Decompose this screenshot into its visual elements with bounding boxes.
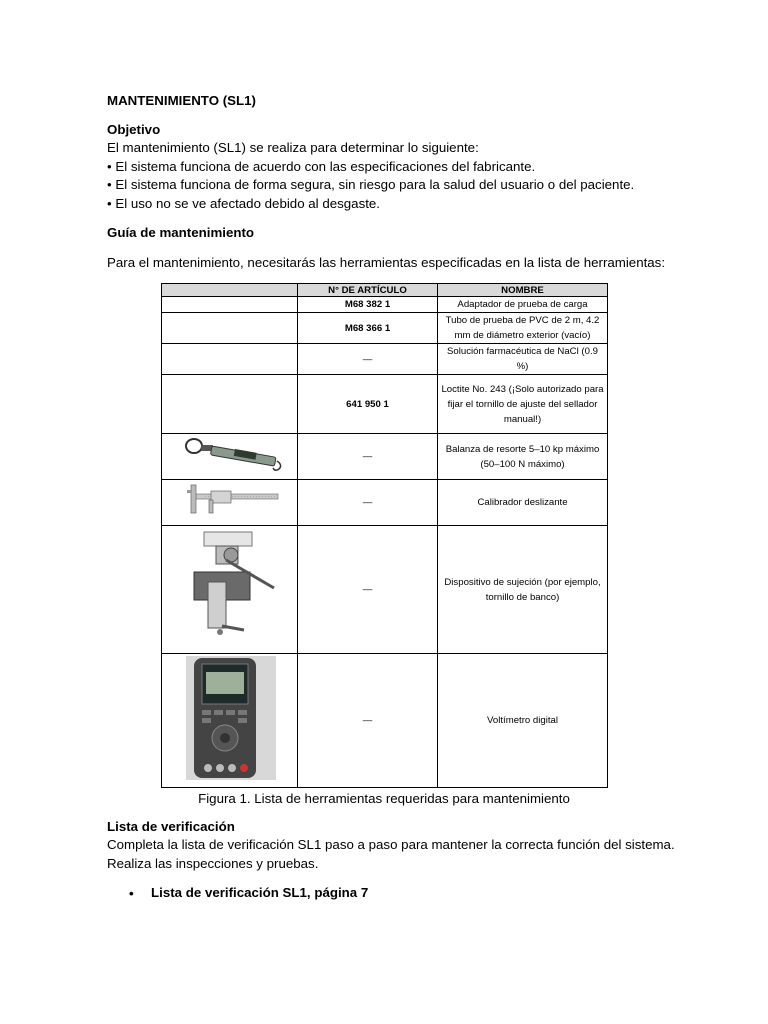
- bench-vise-image: [164, 526, 298, 648]
- objetivo-line: El mantenimiento (SL1) se realiza para determinar lo siguiente:: [107, 140, 479, 155]
- row-article: M68 366 1: [298, 313, 438, 344]
- header-image: [162, 284, 298, 297]
- objetivo-heading: Objetivo: [107, 122, 161, 137]
- row-article: —: [298, 434, 438, 480]
- row-name: Voltímetro digital: [438, 654, 608, 788]
- row-image-cell: [162, 434, 298, 480]
- section-title: MANTENIMIENTO (SL1): [107, 93, 256, 108]
- row-article: M68 382 1: [298, 297, 438, 313]
- row-image-cell: [162, 375, 298, 434]
- checklist-bullet-item: Lista de verificación SL1, página 7: [151, 885, 369, 900]
- table-header-row: [162, 284, 608, 297]
- bullet-icon: •: [129, 886, 134, 901]
- row-article: 641 950 1: [298, 375, 438, 434]
- row-article: —: [298, 526, 438, 654]
- objetivo-line: • El uso no se ve afectado debido al desgaste.: [107, 195, 380, 211]
- row-name: Solución farmacéutica de NaCl (0.9 %): [438, 344, 608, 375]
- row-image-cell: [162, 654, 298, 788]
- row-image-cell: [162, 480, 298, 526]
- objetivo-line: • El sistema funciona de acuerdo con las especificaciones del fabricante.: [107, 158, 536, 174]
- row-article: —: [298, 654, 438, 788]
- table-row: [162, 526, 608, 654]
- table-row: [162, 313, 608, 344]
- objetivo-line: • El sistema funciona de forma segura, sin riesgo para la salud del usuario o del paciente.: [107, 177, 635, 192]
- table-row: [162, 480, 608, 526]
- row-name: Dispositivo de sujeción (por ejemplo, tornillo de banco): [438, 526, 608, 654]
- row-name: Calibrador deslizante: [438, 480, 608, 526]
- checklist-line: Completa la lista de verificación SL1 paso a paso para mantener la correcta función del sistema.: [107, 837, 675, 852]
- table-row: [162, 654, 608, 788]
- row-name: Tubo de prueba de PVC de 2 m, 4.2 mm de diámetro exterior (vacío): [438, 313, 608, 344]
- header-article: N° DE ARTÍCULO: [298, 284, 438, 297]
- guia-intro: Para el mantenimiento, necesitarás las herramientas especificadas en la lista de herramientas:: [107, 255, 666, 270]
- checklist-heading: Lista de verificación: [107, 819, 235, 834]
- row-name: Balanza de resorte 5–10 kp máximo (50–100 N máximo): [438, 434, 608, 480]
- header-name: NOMBRE: [438, 284, 608, 297]
- row-article: —: [298, 344, 438, 375]
- guia-heading: Guía de mantenimiento: [107, 225, 255, 240]
- table-row: [162, 344, 608, 375]
- checklist-line: Realiza las inspecciones y pruebas.: [107, 855, 319, 871]
- spring-balance-image: [165, 434, 295, 474]
- table-row: [162, 375, 608, 434]
- figure-caption: Figura 1. Lista de herramientas requeridas para mantenimiento: [198, 791, 570, 806]
- table-row: [162, 434, 608, 480]
- row-name: Adaptador de prueba de carga: [438, 297, 608, 313]
- checklist-text: [107, 836, 675, 873]
- row-article: —: [298, 480, 438, 526]
- row-image-cell: [162, 297, 298, 313]
- table-row: [162, 297, 608, 313]
- row-image-cell: [162, 313, 298, 344]
- row-image-cell: [162, 526, 298, 654]
- digital-voltmeter-image: [164, 654, 298, 782]
- tools-table: [161, 283, 608, 788]
- row-name: Loctite No. 243 (¡Solo autorizado para fijar el tornillo de ajuste del sellador manual!): [438, 375, 608, 434]
- caliper-image: [165, 480, 295, 520]
- objetivo-text: [107, 139, 634, 213]
- row-image-cell: [162, 344, 298, 375]
